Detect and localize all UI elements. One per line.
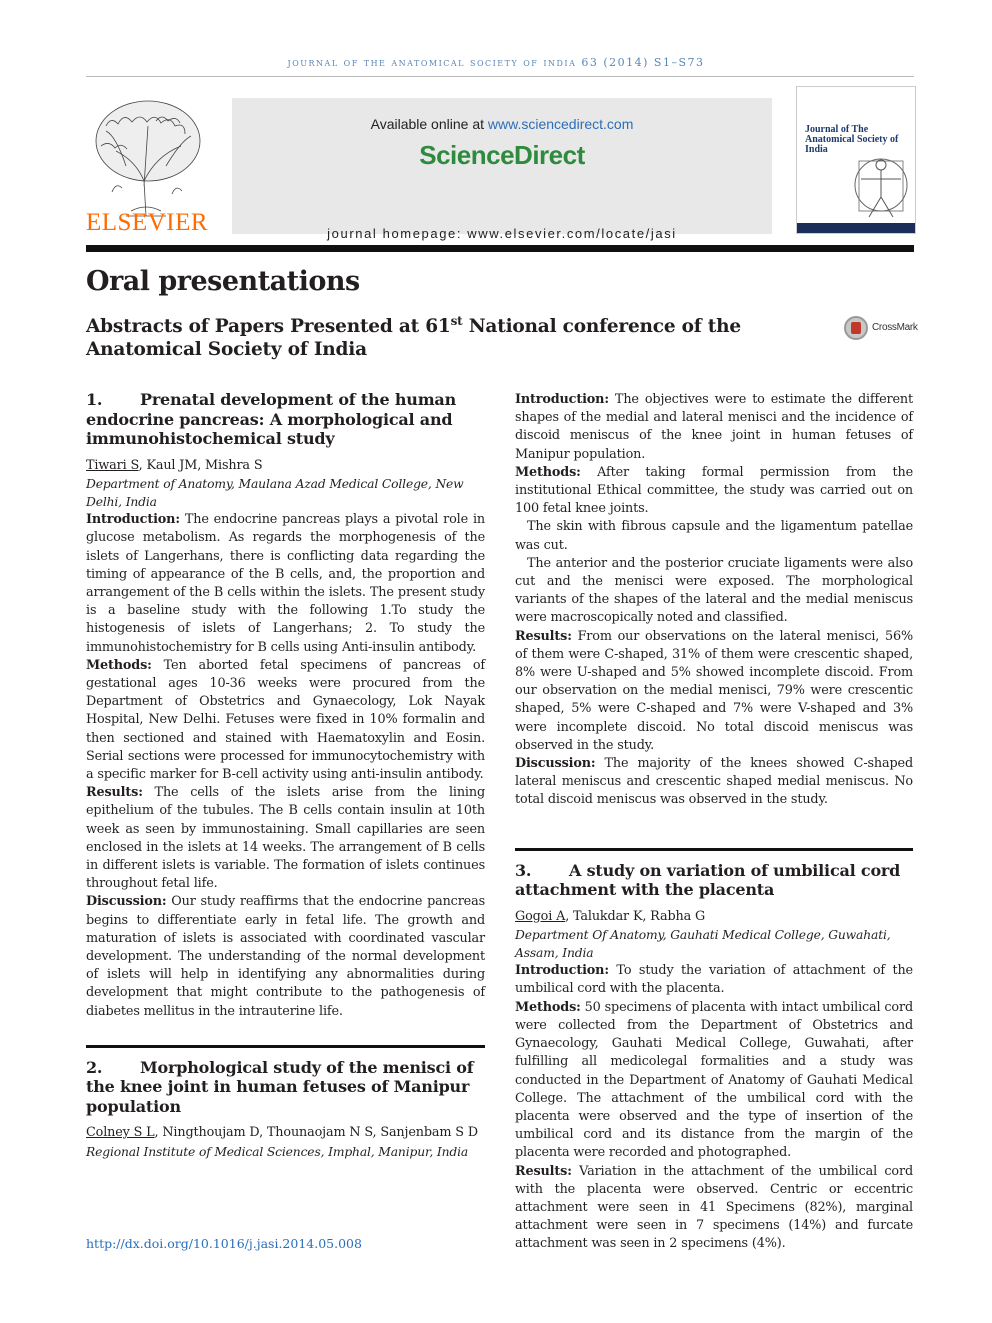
cover-title: Journal of The Anatomical Society of India: [805, 124, 899, 155]
presenting-author[interactable]: Tiwari S: [86, 457, 139, 473]
vitruvian-figure-icon: [851, 145, 911, 225]
abstract3-results: Results: Variation in the attachment of the umbilical cord with the placenta were observed. Centric or eccentric attachment were seen in 41 Specimens (82%), marginal attachment were seen in 7 specimens (14%) and furcate attachment was seen in 2 specimens (4%).: [515, 1163, 913, 1252]
abstract2-discussion: Discussion: The majority of the knees showed C-shaped lateral meniscus and crescentic shaped medial meniscus. No total discoid meniscus was observed in the study.: [515, 756, 913, 808]
section-divider: [515, 848, 913, 851]
masthead: [86, 82, 914, 242]
crossmark-icon: [844, 316, 868, 340]
right-column: [515, 391, 913, 1254]
journal-homepage[interactable]: journal homepage: www.elsevier.com/locate/jasi: [327, 226, 677, 241]
abstract3-methods: Methods: 50 specimens of placenta with intact umbilical cord were collected from the Department of Obstetrics and Gynaecology, Gauhati Medical College, Guwahati, after fulfilling all medicolegal formalities and a study was conducted in the Department of Anatomy of Gauhati Medical College. The attachment of the umbilical cord with the placenta were observed and the type of insertion of the umbilical cord and its distance from the margin of the placenta were recorded and photographed.: [515, 999, 913, 1161]
elsevier-wordmark: ELSEVIER: [86, 209, 209, 236]
sciencedirect-link[interactable]: www.sciencedirect.com: [487, 116, 634, 132]
section-divider: [86, 1045, 485, 1048]
available-online: [232, 116, 772, 132]
presenting-author[interactable]: Colney S L: [86, 1125, 155, 1141]
abstract1-discussion: Discussion: Our study reaffirms that the endocrine pancreas begins to differentiate early in fetal life. The growth and maturation of islets is associated with coordinated vascular development. The understanding of the normal development of islets will help in identifying any abnormalities during development that might contribute to the pathogenesis of diabetes mellitus in the intrauterine life.: [86, 894, 485, 1019]
abstract2-results: Results: From our observations on the lateral menisci, 56% of them were C-shaped, 31% of them were crescentic shaped, 8% were U-shaped and 5% showed incomplete discoid. From our observation on the medial menisci, 79% were crescentic shaped, 5% were C-shaped and 7% were V-shaped and 3% were incomplete discoid. No total discoid meniscus was observed in the study.: [515, 628, 913, 753]
abstract1-results: Results: The cells of the islets arise from the lining epithelium of the tubules. The B cells contain insulin at 10th week as seen by immunostaining. Small capillaries are seen enclosed in the islets at 14 weeks. The arrangement of B cells in different islets is variable. The formation of islets continues throughout fetal life.: [86, 785, 485, 892]
abstract2-affiliation: Regional Institute of Medical Sciences, Imphal, Manipur, India: [86, 1144, 469, 1159]
journal-running-head: journal of the anatomical society of india 63 (2014) S1–S73: [287, 56, 705, 69]
abstract3-introduction: Introduction: To study the variation of attachment of the umbilical cord with the placenta.: [515, 963, 913, 997]
page-title: Oral presentations: [86, 266, 360, 297]
masthead-rule: [86, 245, 914, 252]
doi-link[interactable]: http://dx.doi.org/10.1016/j.jasi.2014.05.008: [86, 1236, 362, 1251]
abstract2-authors: Colney S L, Ningthoujam D, Thounaojam N S, Sanjenbam S D: [86, 1125, 478, 1141]
sciencedirect-logo: ScienceDirect: [419, 140, 585, 170]
presenting-author[interactable]: Gogoi A: [515, 908, 566, 924]
crossmark-badge[interactable]: [844, 316, 924, 344]
abstract1-introduction: Introduction: The endocrine pancreas plays a pivotal role in glucose metabolism. As regards the morphogenesis of the islets of Langerhans, there is conflicting data regarding the timing of appearance of the B cells, and, the proportion and arrangement of the B cells within the islets. The present study is a baseline study with the following 1.To study the histogenesis of islets of Langerhans; 2. To study the immunohistochemistry for B cells using Anti-insulin antibody.: [86, 512, 485, 655]
abstract3-title: 3. A study on variation of umbilical cord attachment with the placenta: [515, 860, 901, 900]
journal-cover-thumbnail: [796, 86, 916, 234]
abstract1-authors: Tiwari S, Kaul JM, Mishra S: [86, 457, 263, 473]
left-column: [86, 390, 485, 1161]
sciencedirect-banner: [232, 98, 772, 241]
abstract1-methods: Methods: Ten aborted fetal specimens of pancreas of gestational ages 10-36 weeks were procured from the Department of Obstetrics and Gynaecology, Lok Nayak Hospital, New Delhi. Fetuses were fixed in 10% formalin and then sectioned and stained with Haematoxylin and Eosin. Serial sections were processed for immunocytochemistry with a specific marker for B-cell activity using anti-insulin antibody.: [86, 657, 485, 782]
abstract3-authors: Gogoi A, Talukdar K, Rabha G: [515, 908, 706, 924]
abstract2-introduction: Introduction: The objectives were to estimate the different shapes of the medial and lateral menisci and the incidence of discoid meniscus of the knee joint in human fetuses of Manipur population.: [515, 392, 913, 462]
abstract2-methods: Methods: After taking formal permission from the institutional Ethical committee, the study was carried out on 100 fetal knee joints.: [515, 464, 913, 517]
abstract1-title: 1. Prenatal development of the human endocrine pancreas: A morphological and immunohistochemical study: [86, 390, 457, 448]
abstract1-affiliation: Department of Anatomy, Maulana Azad Medical College, New Delhi, India: [86, 476, 464, 509]
abstract3-affiliation: Department Of Anatomy, Gauhati Medical College, Guwahati, Assam, India: [515, 927, 891, 961]
crossmark-label: CrossMark: [872, 322, 918, 333]
page-subtitle: Abstracts of Papers Presented at 61st National conference of the Anatomical Society of India: [86, 314, 741, 361]
available-prefix: Available online at: [370, 116, 488, 132]
abstract2-paragraph: The anterior and the posterior cruciate ligaments were also cut and the menisci were exposed. The morphological variants of the shapes of the lateral and the medial meniscus were macroscopically noted and classified.: [515, 555, 913, 626]
abstract2-title: 2. Morphological study of the menisci of the knee joint in human fetuses of Manipur population: [86, 1057, 474, 1116]
header-divider: [86, 76, 914, 77]
abstract2-paragraph: The skin with fibrous capsule and the ligamentum patellae was cut.: [515, 519, 913, 553]
